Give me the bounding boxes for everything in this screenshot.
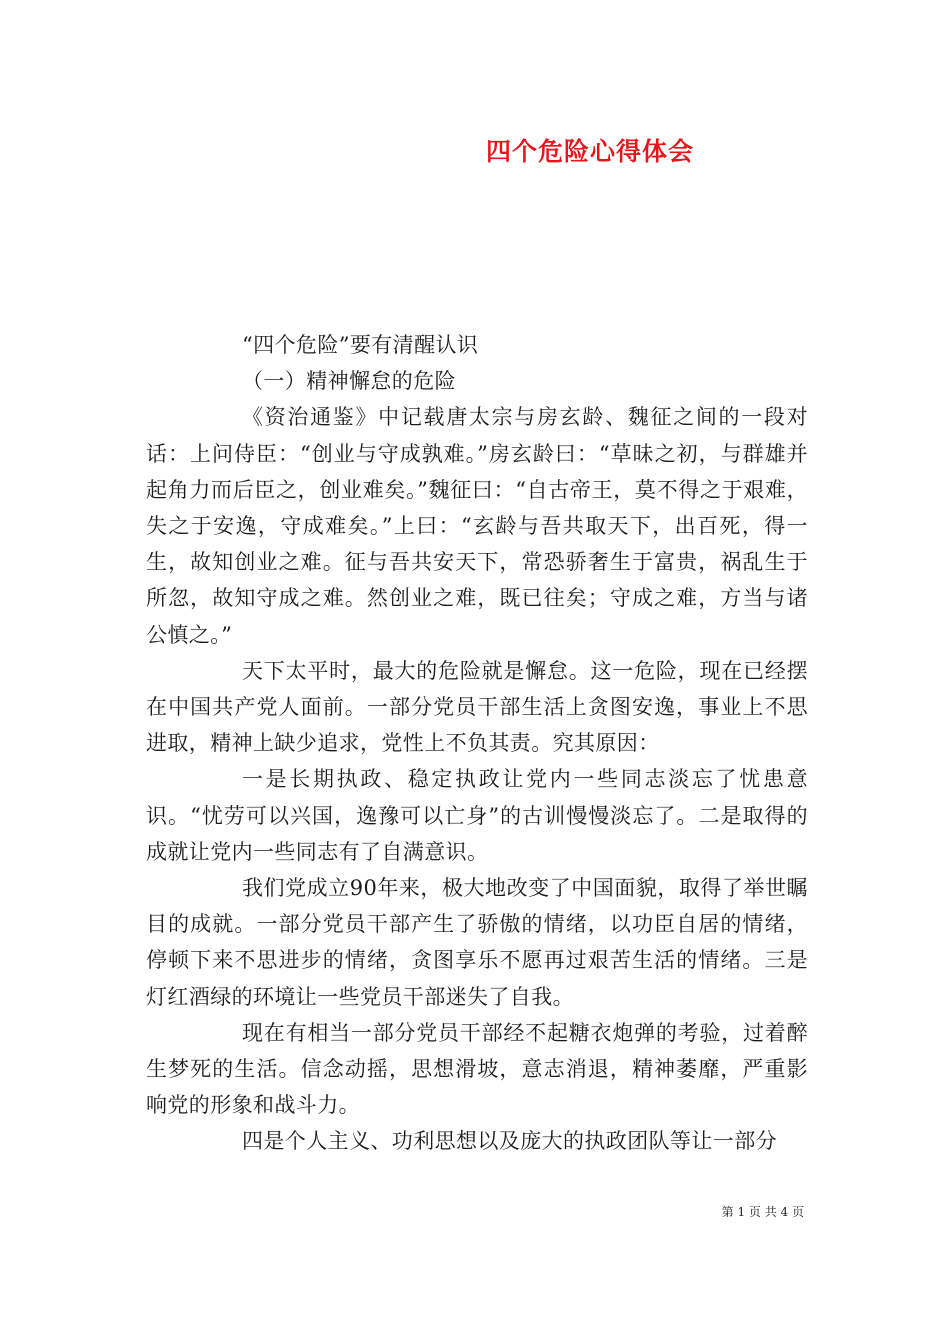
- body-paragraph: 一是长期执政、稳定执政让党内一些同志淡忘了忧患意识。“忧劳可以兴国，逸豫可以亡身”的古训慢慢淡忘了。二是取得的成就让党内一些同志有了自满意识。: [146, 767, 808, 864]
- subsection-heading: （一）精神懈怠的危险: [242, 369, 456, 394]
- page-number-footer: 第 1 页 共 4 页: [721, 1205, 804, 1219]
- body-paragraph: 现在有相当一部分党员干部经不起糖衣炮弹的考验，过着醉生梦死的生活。信念动摇，思想滑坡，意志消退，精神萎靡，严重影响党的形象和战斗力。: [146, 1020, 808, 1118]
- body-paragraph: 我们党成立90年来，极大地改变了中国面貌，取得了举世瞩目的成就。一部分党员干部产生了骄傲的情绪，以功臣自居的情绪，停顿下来不思进步的情绪，贪图享乐不愿再过艰苦生活的情绪。三是灯红酒绿的环境让一些党员干部迷失了自我。: [146, 876, 808, 1009]
- body-paragraph: 天下太平时，最大的危险就是懈怠。这一危险，现在已经摆在中国共产党人面前。一部分党员干部生活上贪图安逸，事业上不思进取，精神上缺少追求，党性上不负其责。究其原因：: [146, 658, 808, 756]
- body-paragraph: 四是个人主义、功利思想以及庞大的执政团队等让一部分: [242, 1129, 777, 1154]
- body-paragraph: 《资治通鉴》中记载唐太宗与房玄龄、魏征之间的一段对话：上问侍臣：“创业与守成孰难。”房玄龄曰：“草昧之初，与群雄并起角力而后臣之，创业难矣。”魏征曰：“自古帝王，莫不得之于艰难，失之于安逸，守成难矣。”上曰：“玄龄与吾共取天下，出百死，得一生，故知创业之难。征与吾共安天下，常恐骄奢生于富贵，祸乱生于所忽，故知守成之难。然创业之难，既已往矣；守成之难，方当与诸公慎之。”: [146, 405, 808, 647]
- document-title: 四个危险心得体会: [485, 137, 694, 166]
- section-heading: “四个危险”要有清醒认识: [242, 333, 479, 357]
- document-body: [146, 327, 808, 1160]
